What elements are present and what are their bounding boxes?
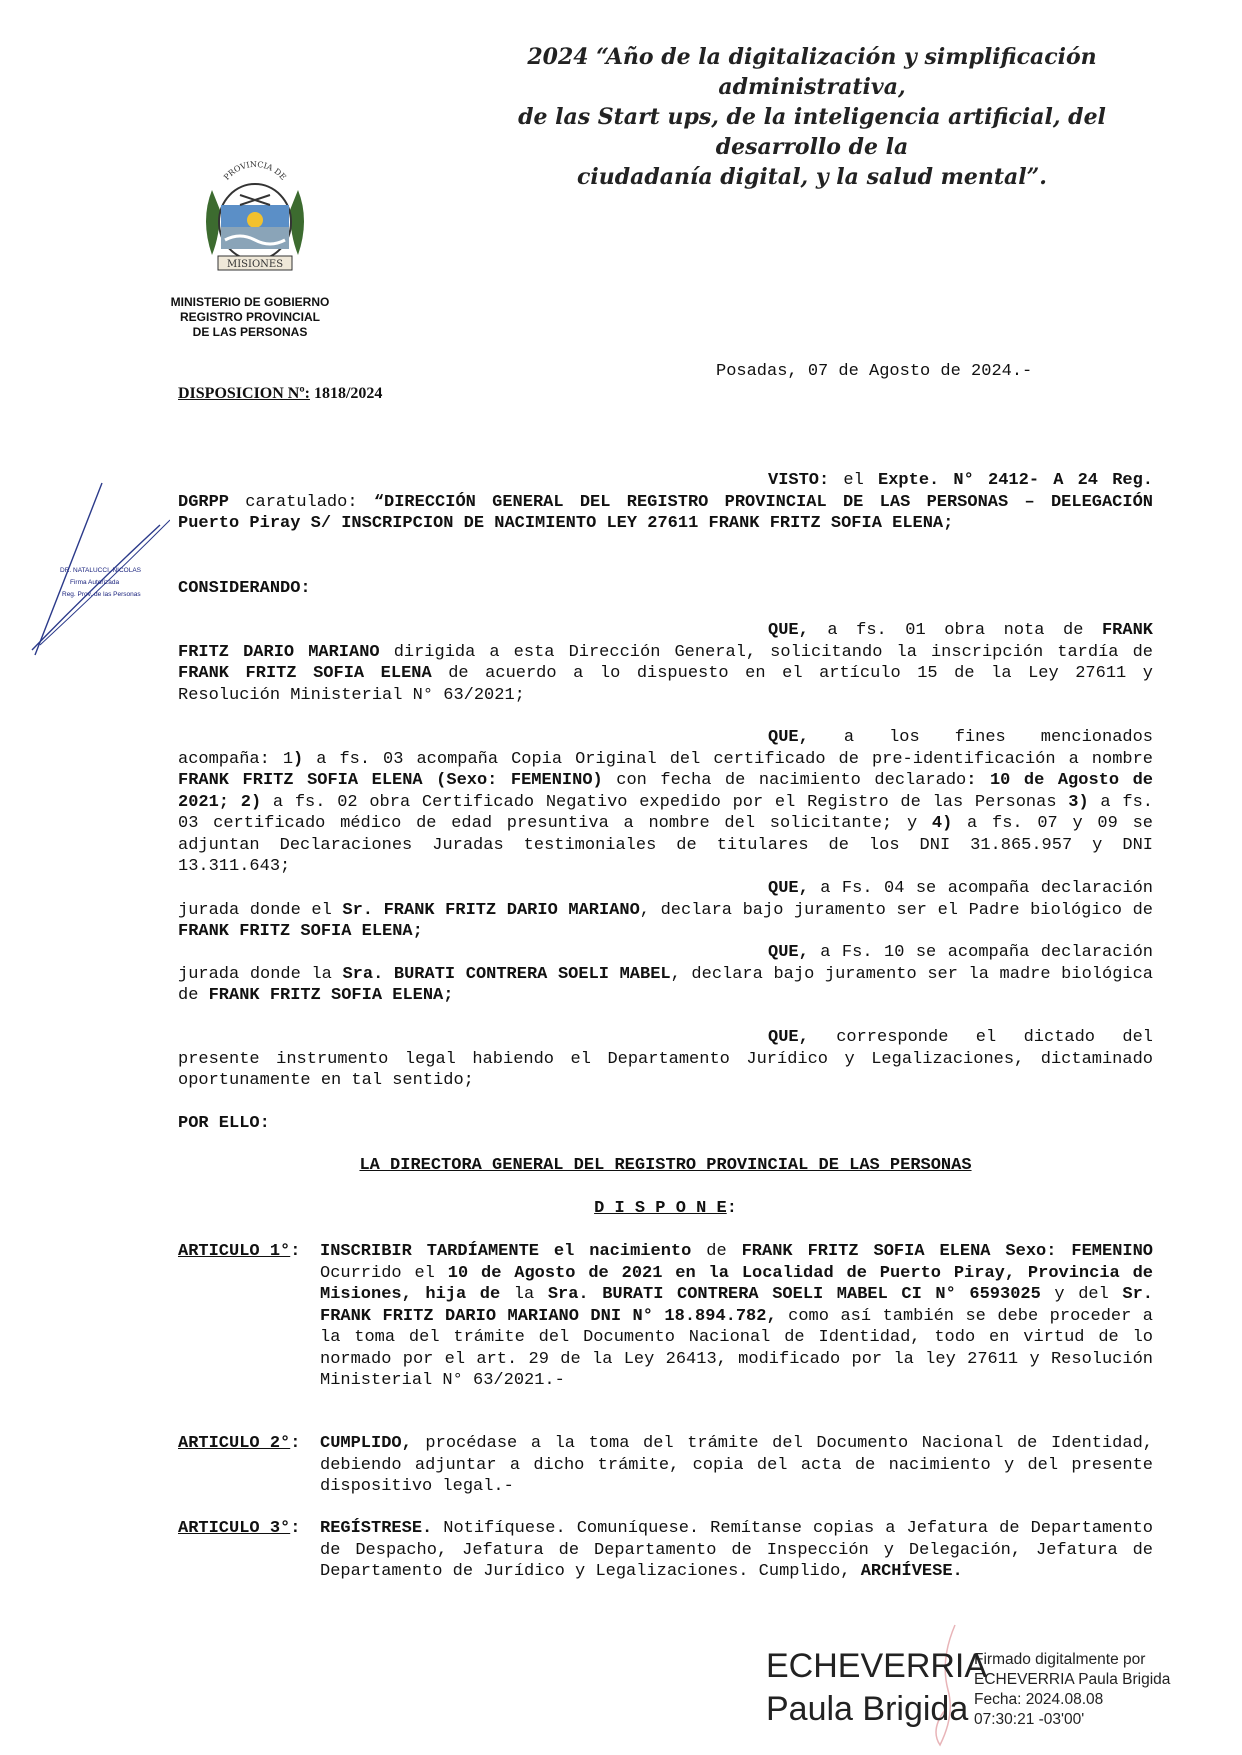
article-3 bbox=[178, 1518, 1153, 1583]
art-bold-text: CUMPLIDO, bbox=[320, 1434, 412, 1453]
disposition-label: DISPOSICION Nº: bbox=[178, 385, 310, 402]
document-date: Posadas, 07 de Agosto de 2024.- bbox=[716, 362, 1033, 381]
que-text: a fs. 07 y 09 se adjuntan Declaraciones Juradas testimoniales de titulares de los DNI 31.865.957 y DNI 13.311.643; bbox=[178, 814, 1153, 876]
art-text: y del bbox=[1040, 1285, 1123, 1304]
considerando-heading bbox=[178, 578, 1153, 600]
que-paragraph-5 bbox=[178, 1027, 1153, 1092]
seal-bottom-text: MISIONES bbox=[226, 259, 284, 270]
signature-info-line-2: ECHEVERRIA Paula Brigida bbox=[974, 1671, 1171, 1688]
que-text: con fecha de nacimiento declarado bbox=[602, 771, 967, 790]
margin-signature-stamp bbox=[30, 480, 170, 660]
que-label: QUE, bbox=[768, 621, 809, 640]
article-2-text bbox=[320, 1433, 1153, 1498]
art-bold-text: 10 de Agosto de 2021 en la Localidad de Puerto Piray, Provincia de Misiones, hija de bbox=[320, 1263, 1154, 1304]
signature-surname: ECHEVERRIA bbox=[766, 1647, 988, 1685]
digital-signature-info bbox=[974, 1650, 1170, 1730]
ministry-heading bbox=[150, 295, 350, 340]
que-text: a fs. 03 certificado médico de edad presuntiva a nombre del solicitante; y bbox=[178, 792, 1153, 833]
que-label: QUE, bbox=[768, 1028, 809, 1047]
dispone-colon: : bbox=[726, 1199, 737, 1218]
directora-text: LA DIRECTORA GENERAL DEL REGISTRO PROVINCIAL DE LAS PERSONAS bbox=[359, 1156, 972, 1175]
year-slogan bbox=[462, 42, 1162, 192]
disposition-number bbox=[178, 385, 382, 403]
que-bold-text: FRANK FRITZ SOFIA ELENA; bbox=[208, 986, 454, 1005]
que-bold-text: 4) bbox=[931, 814, 953, 833]
que-text: corresponde el dictado del presente instrumento legal habiendo el Departamento Jurídico y Legalizaciones, dictaminado oportunamente en tal sentido; bbox=[178, 1028, 1153, 1090]
art-text: procédase a la toma del trámite del Documento Nacional de Identidad, debiendo adjuntar a dicho trámite, copia del acta de nacimiento y del presente dispositivo legal.- bbox=[320, 1434, 1153, 1496]
dispone-word: D I S P O N E bbox=[594, 1199, 727, 1218]
signature-info-line-4: 07:30:21 -03'00' bbox=[974, 1711, 1085, 1728]
que-label: QUE, bbox=[768, 728, 809, 747]
que-text: a Fs. 10 se acompaña declaración jurada donde la bbox=[178, 943, 1153, 984]
art-text: Ocurrido el bbox=[320, 1263, 448, 1283]
ministry-line-2: REGISTRO PROVINCIAL bbox=[179, 310, 320, 324]
visto-text: el bbox=[829, 471, 879, 490]
article-colon: : bbox=[290, 1519, 301, 1538]
art-text: de bbox=[691, 1242, 742, 1261]
article-1-label: ARTICULO 1° bbox=[178, 1242, 291, 1261]
article-colon: : bbox=[290, 1242, 301, 1261]
que-text: a los fines mencionados acompaña: 1 bbox=[178, 728, 1153, 769]
digital-signature-name bbox=[766, 1645, 987, 1731]
que-paragraph-1 bbox=[178, 620, 1153, 706]
article-colon: : bbox=[290, 1434, 301, 1453]
directora-heading bbox=[178, 1155, 1153, 1177]
que-text: de acuerdo a lo dispuesto en el artículo 15 de la Ley 27611 y Resolución Ministerial N° 63/2021; bbox=[178, 664, 1153, 705]
que-paragraph-2 bbox=[178, 727, 1153, 878]
stamp-line-3: Reg. Prov. de las Personas bbox=[62, 591, 141, 598]
art-bold-text: Sra. BURATI CONTRERA SOELI MABEL CI N° 6593025 bbox=[547, 1285, 1041, 1304]
por-ello-heading bbox=[178, 1113, 1153, 1135]
article-3-text bbox=[320, 1518, 1153, 1583]
dispone-heading bbox=[178, 1198, 1153, 1220]
provincial-seal-logo bbox=[190, 160, 320, 280]
ministry-line-3: DE LAS PERSONAS bbox=[192, 325, 308, 339]
signature-given-name: Paula Brigida bbox=[766, 1690, 969, 1728]
considerando-text: CONSIDERANDO: bbox=[178, 579, 311, 598]
seal-top-text: PROVINCIA DE bbox=[222, 160, 288, 182]
que-text: , declara bajo juramento ser el Padre biológico de bbox=[639, 900, 1153, 920]
article-1-text bbox=[320, 1241, 1153, 1392]
year-slogan-line-1: 2024 “Año de la digitalización y simplificación administrativa, bbox=[527, 44, 1097, 100]
art-bold-text: FRANK FRITZ SOFIA ELENA Sexo: FEMENINO bbox=[741, 1242, 1153, 1261]
visto-paragraph bbox=[178, 470, 1153, 535]
que-text: a fs. 01 obra nota de bbox=[808, 621, 1102, 640]
article-1 bbox=[178, 1241, 1153, 1392]
que-bold-text: FRANK FRITZ SOFIA ELENA; bbox=[178, 922, 423, 941]
que-bold-text: : 10 de Agosto de 2021; 2) bbox=[178, 771, 1153, 812]
ministry-line-1: MINISTERIO DE GOBIERNO bbox=[170, 295, 330, 309]
art-text: la bbox=[500, 1285, 548, 1304]
year-slogan-line-2: de las Start ups, de la inteligencia artificial, del desarrollo de la bbox=[518, 104, 1106, 160]
art-text: como así también se debe proceder a la toma del trámite del Documento Nacional de Identidad, todo en virtud de lo normado por el art. 29 de la Ley 26413, modificado por la ley 27611 y Resolución Ministerial N° 63/2021.- bbox=[320, 1306, 1153, 1390]
svg-text:PROVINCIA DE bbox=[222, 160, 288, 182]
art-bold-text: INSCRIBIR TARDÍAMENTE el nacimiento bbox=[320, 1242, 692, 1261]
expediente-number: Expte. N° 2412- A 24 Reg. DGRPP bbox=[178, 471, 1154, 512]
disposition-value: 1818/2024 bbox=[313, 385, 383, 402]
que-label: QUE, bbox=[768, 879, 809, 898]
que-bold-text: ) bbox=[293, 749, 304, 769]
que-text: a fs. 02 obra Certificado Negativo expedido por el Registro de las Personas bbox=[261, 792, 1069, 812]
stamp-line-2: Firma Autorizada bbox=[70, 579, 120, 586]
que-bold-text: FRANK FRITZ SOFIA ELENA bbox=[178, 664, 432, 683]
visto-label: VISTO: bbox=[768, 471, 830, 490]
year-slogan-line-3: ciudadanía digital, y la salud mental”. bbox=[577, 164, 1047, 190]
article-2 bbox=[178, 1433, 1153, 1498]
signature-info-line-3: Fecha: 2024.08.08 bbox=[974, 1691, 1104, 1708]
art-text: Notifíquese. Comuníquese. Remítanse copias a Jefatura de Departamento de Despacho, Jefatura de Departamento de Inspección y Delegación, Jefatura de Departamento de Jurídico y Legalizaciones. Cumplido, bbox=[320, 1519, 1153, 1581]
que-paragraph-3 bbox=[178, 878, 1153, 943]
que-text: dirigida a esta Dirección General, solicitando la inscripción tardía de bbox=[379, 642, 1153, 662]
art-bold-text: Sr. FRANK FRITZ DARIO MARIANO DNI N° 18.894.782, bbox=[320, 1285, 1153, 1326]
por-ello-text: POR ELLO: bbox=[178, 1114, 270, 1133]
que-text: a fs. 03 acompaña Copia Original del certificado de pre-identificación a nombre bbox=[303, 749, 1154, 769]
caratula: “DIRECCIÓN GENERAL DEL REGISTRO PROVINCIAL DE LAS PERSONAS – DELEGACIÓN Puerto Piray S/ INSCRIPCION DE NACIMIENTO LEY 27611 FRANK FRITZ SOFIA ELENA; bbox=[178, 492, 1153, 533]
visto-text: caratulado: bbox=[229, 492, 374, 512]
que-label: QUE, bbox=[768, 943, 809, 962]
que-text: , declara bajo juramento ser la madre biológica de bbox=[178, 964, 1154, 1005]
signature-info-line-1: Firmado digitalmente por bbox=[974, 1651, 1146, 1668]
que-bold-text: FRANK FRITZ SOFIA ELENA (Sexo: FEMENINO) bbox=[178, 771, 603, 790]
article-2-label: ARTICULO 2° bbox=[178, 1434, 291, 1453]
article-3-label: ARTICULO 3° bbox=[178, 1519, 291, 1538]
que-text: a Fs. 04 se acompaña declaración jurada donde el bbox=[178, 879, 1153, 920]
stamp-line-1: DR. NATALUCCI, NICOLAS bbox=[60, 567, 142, 574]
que-bold-text: Sra. BURATI CONTRERA SOELI MABEL bbox=[342, 964, 671, 984]
que-bold-text: Sr. FRANK FRITZ DARIO MARIANO bbox=[342, 900, 640, 920]
que-bold-text: 3) bbox=[1068, 792, 1089, 812]
art-bold-text: REGÍSTRESE. bbox=[320, 1519, 433, 1538]
que-bold-text: FRANK FRITZ DARIO MARIANO bbox=[178, 621, 1153, 662]
art-bold-text: ARCHÍVESE. bbox=[860, 1562, 963, 1581]
que-paragraph-4 bbox=[178, 942, 1153, 1007]
